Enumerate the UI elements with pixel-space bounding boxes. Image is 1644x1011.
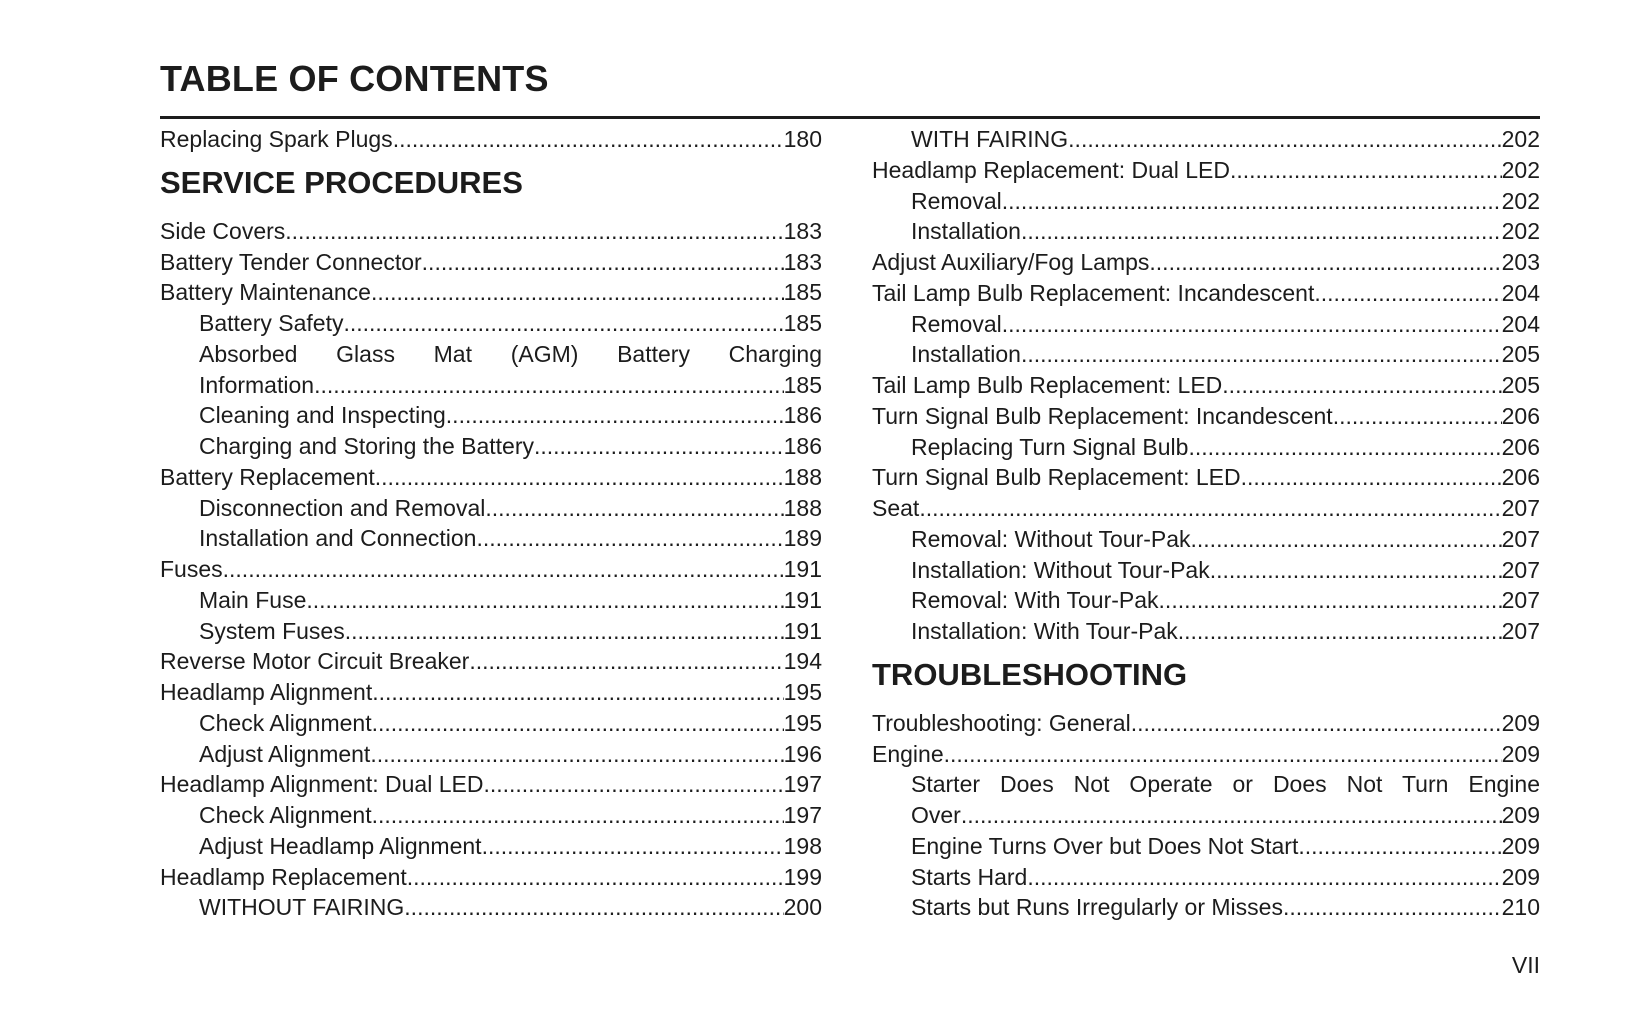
toc-entry-label: System Fuses	[199, 617, 345, 644]
toc-subentry[interactable]	[872, 555, 1540, 586]
toc-entry-page: 191	[783, 556, 822, 582]
toc-subentry[interactable]	[160, 616, 822, 647]
toc-entry-label: Battery Tender Connector	[160, 248, 422, 275]
toc-entry-page: 206	[1501, 433, 1540, 460]
toc-entry[interactable]	[872, 278, 1540, 309]
dot-leader	[404, 892, 783, 923]
toc-entry-page: 202	[1501, 156, 1540, 183]
toc-subentry[interactable]	[872, 831, 1540, 862]
toc-subentry[interactable]	[872, 309, 1540, 340]
dot-leader	[1021, 216, 1502, 247]
toc-entry-label: Check Alignment	[199, 709, 372, 736]
page-title: TABLE OF CONTENTS	[160, 58, 549, 99]
toc-entry[interactable]	[872, 462, 1540, 493]
dot-leader	[343, 308, 783, 339]
page-number: VII	[1511, 952, 1540, 978]
toc-subentry[interactable]	[872, 892, 1540, 923]
toc-entry[interactable]	[160, 462, 822, 493]
toc-entry-page: 199	[783, 863, 822, 890]
dot-leader	[223, 554, 784, 585]
toc-entry-page: 207	[1501, 525, 1540, 552]
dot-leader	[1159, 585, 1502, 616]
toc-entry-page: 198	[783, 832, 822, 859]
toc-entry-page: 204	[1501, 310, 1540, 337]
dot-leader	[372, 708, 784, 739]
dot-leader	[1188, 432, 1501, 463]
toc-entry[interactable]	[872, 247, 1540, 278]
section-heading-troubleshooting: TROUBLESHOOTING	[872, 656, 1188, 692]
dot-leader	[314, 370, 784, 401]
toc-subentry[interactable]	[872, 862, 1540, 893]
toc-entry-label: Tail Lamp Bulb Replacement: Incandescent	[872, 279, 1315, 306]
toc-entry[interactable]	[160, 554, 822, 585]
toc-entry[interactable]	[160, 247, 822, 278]
toc-entry-page: 183	[783, 217, 822, 244]
toc-subentry[interactable]	[160, 831, 822, 862]
dot-leader	[1210, 555, 1502, 586]
toc-entry-page: 183	[783, 248, 822, 275]
section-heading-service-procedures: SERVICE PROCEDURES	[160, 164, 523, 200]
toc-entry-page: 207	[1501, 556, 1540, 583]
toc-entry-page: 191	[783, 617, 822, 644]
toc-subentry[interactable]	[160, 892, 822, 923]
toc-entry-label: Installation: With Tour-Pak	[911, 618, 1178, 644]
toc-entry-label: Turn Signal Bulb Replacement: Incandescent	[872, 402, 1333, 429]
dot-leader	[1002, 309, 1502, 340]
toc-entry-page: 189	[783, 525, 822, 552]
toc-entry-label: Installation and Connection	[199, 525, 477, 552]
toc-subentry[interactable]	[160, 585, 822, 616]
toc-entry-page: 203	[1501, 249, 1540, 275]
toc-entry-label: Installation: Without Tour-Pak	[911, 556, 1210, 583]
dot-leader	[476, 523, 783, 554]
toc-entry-page: 196	[783, 740, 822, 767]
dot-leader	[372, 800, 784, 831]
toc-entry-label: Replacing Spark Plugs	[160, 126, 393, 152]
toc-entry[interactable]	[872, 708, 1540, 739]
dot-leader	[1021, 339, 1502, 370]
toc-column-left	[160, 124, 822, 923]
toc-entry-label: Headlamp Replacement: Dual LED	[872, 156, 1230, 183]
toc-entry-page: 202	[1501, 126, 1540, 152]
toc-entry-label: Fuses	[160, 556, 223, 582]
toc-subentry[interactable]	[872, 800, 1540, 831]
dot-leader	[371, 277, 784, 308]
toc-entry-label: Tail Lamp Bulb Replacement: LED	[872, 372, 1223, 398]
dot-leader	[1002, 186, 1502, 217]
dot-leader	[285, 216, 783, 247]
toc-subentry[interactable]	[872, 432, 1540, 463]
toc-entry-page: 195	[783, 709, 822, 736]
toc-entry-label: Cleaning and Inspecting	[199, 402, 446, 429]
toc-subentry[interactable]	[872, 616, 1540, 647]
toc-entry[interactable]	[160, 769, 822, 800]
toc-entry-label: Headlamp Replacement	[160, 863, 407, 890]
toc-subentry[interactable]	[872, 339, 1540, 370]
toc-entry-label: Charging and Storing the Battery	[199, 433, 534, 459]
toc-entry-page: 209	[1501, 802, 1540, 828]
toc-entry-label: Removal: Without Tour-Pak	[911, 525, 1191, 552]
toc-subentry[interactable]	[872, 124, 1540, 155]
dot-leader	[485, 493, 783, 524]
toc-entry[interactable]	[872, 401, 1540, 432]
toc-subentry[interactable]	[160, 493, 822, 524]
toc-entry-label: Troubleshooting: General	[872, 709, 1131, 736]
toc-entry-page: 205	[1501, 372, 1540, 398]
toc-entry[interactable]	[160, 216, 822, 247]
dot-leader	[1283, 892, 1502, 923]
dot-leader	[407, 862, 784, 893]
toc-entry-label: Installation	[911, 218, 1021, 245]
toc-entry-page: 210	[1501, 894, 1540, 921]
toc-entry-page: 194	[783, 648, 822, 675]
dot-leader	[1230, 155, 1502, 186]
toc-subentry[interactable]	[160, 370, 822, 401]
dot-leader	[1027, 862, 1501, 893]
dot-leader	[1241, 462, 1502, 493]
toc-entry[interactable]	[872, 739, 1540, 770]
toc-subentry[interactable]	[872, 186, 1540, 217]
toc-entry-label: Replacing Turn Signal Bulb	[911, 433, 1189, 460]
toc-entry[interactable]	[160, 646, 822, 677]
toc-subentry[interactable]	[160, 739, 822, 770]
toc-entry-label: Removal: With Tour-Pak	[911, 587, 1159, 614]
toc-entry-page: 197	[783, 771, 822, 798]
toc-entry-page: 206	[1501, 402, 1540, 429]
dot-leader	[1068, 124, 1501, 155]
toc-entry-page: 186	[783, 402, 822, 429]
toc-entry-page: 188	[783, 463, 822, 490]
dot-leader	[919, 493, 1501, 524]
toc-entry-label: Information	[199, 371, 315, 398]
toc-entry-page: 207	[1501, 495, 1540, 521]
toc-entry-page: 204	[1501, 279, 1540, 306]
toc-entry-page: 188	[783, 494, 822, 521]
toc-entry-page: 202	[1501, 187, 1540, 214]
toc-subentry[interactable]	[160, 400, 822, 431]
toc-subentry[interactable]	[872, 524, 1540, 555]
toc-entry-page: 209	[1501, 740, 1540, 767]
dot-leader	[483, 769, 783, 800]
dot-leader	[370, 739, 783, 770]
dot-leader	[1178, 616, 1502, 647]
dot-leader	[1131, 708, 1502, 739]
dot-leader	[1314, 278, 1501, 309]
toc-entry-label: Adjust Auxiliary/Fog Lamps	[872, 249, 1150, 275]
toc-entry-page: 202	[1501, 218, 1540, 245]
toc-entry-page: 185	[783, 310, 822, 336]
toc-entry-label: Over	[911, 802, 961, 828]
dot-leader	[372, 677, 783, 708]
dot-leader	[1222, 370, 1501, 401]
toc-entry-page: 200	[783, 894, 822, 921]
toc-entry-page: 195	[783, 679, 822, 705]
toc-entry-label: Adjust Headlamp Alignment	[199, 832, 482, 859]
toc-entry-page: 186	[783, 433, 822, 459]
dot-leader	[961, 800, 1502, 831]
dot-leader	[393, 124, 784, 155]
toc-entry-label: Battery Maintenance	[160, 279, 371, 306]
toc-entry-label: WITH FAIRING	[911, 126, 1069, 152]
toc-entry-label: Disconnection and Removal	[199, 494, 486, 521]
dot-leader	[469, 646, 783, 677]
toc-entry-page: 191	[783, 586, 822, 613]
toc-entry[interactable]	[160, 124, 822, 155]
toc-entry-label: Battery Safety	[199, 310, 344, 336]
toc-entry[interactable]	[872, 493, 1540, 524]
toc-entry[interactable]	[160, 677, 822, 708]
toc-subentry[interactable]	[160, 308, 822, 339]
toc-entry-label: Turn Signal Bulb Replacement: LED	[872, 464, 1241, 491]
toc-entry-label: Side Covers	[160, 217, 286, 244]
toc-entry-page: 209	[1501, 709, 1540, 736]
toc-entry-label: Check Alignment	[199, 802, 372, 828]
toc-entry-page: 197	[783, 802, 822, 828]
toc-subentry[interactable]	[872, 585, 1540, 616]
toc-entry-label: Engine	[872, 740, 944, 767]
dot-leader	[375, 462, 784, 493]
dot-leader	[345, 616, 784, 647]
toc-subentry-wrapped-line[interactable]: Starter Does Not Operate or Does Not Turn Engine	[911, 771, 1540, 798]
toc-entry-page: 207	[1501, 587, 1540, 614]
toc-entry-label: Adjust Alignment	[199, 740, 371, 767]
toc-entry-label: Battery Replacement	[160, 463, 375, 490]
dot-leader	[534, 431, 784, 462]
toc-entry-label: Removal	[911, 310, 1002, 337]
toc-entry-label: Starts Hard	[911, 863, 1028, 890]
toc-entry-page: 180	[783, 126, 822, 152]
toc-subentry[interactable]	[160, 708, 822, 739]
dot-leader	[306, 585, 783, 616]
dot-leader	[446, 400, 784, 431]
toc-entry-page: 185	[783, 279, 822, 306]
toc-entry[interactable]	[872, 370, 1540, 401]
toc-entry-label: Engine Turns Over but Does Not Start	[911, 832, 1299, 859]
toc-entry-label: WITHOUT FAIRING	[199, 894, 405, 921]
toc-subentry[interactable]	[160, 523, 822, 554]
toc-entry[interactable]	[872, 155, 1540, 186]
dot-leader	[1191, 524, 1502, 555]
toc-entry-page: 209	[1501, 832, 1540, 859]
toc-entry-label: Starts but Runs Irregularly or Misses	[911, 894, 1283, 921]
title-divider	[160, 116, 1540, 119]
toc-entry-page: 207	[1501, 618, 1540, 644]
toc-subentry[interactable]	[160, 800, 822, 831]
dot-leader	[1149, 247, 1501, 278]
dot-leader	[422, 247, 784, 278]
dot-leader	[944, 739, 1502, 770]
toc-entry-label: Installation	[911, 341, 1021, 368]
toc-entry-page: 209	[1501, 863, 1540, 890]
toc-entry-label: Reverse Motor Circuit Breaker	[160, 648, 470, 675]
dot-leader	[482, 831, 784, 862]
toc-entry-label: Seat	[872, 495, 920, 521]
toc-entry[interactable]	[160, 862, 822, 893]
toc-entry-label: Headlamp Alignment: Dual LED	[160, 771, 484, 798]
dot-leader	[1333, 401, 1502, 432]
toc-entry-label: Headlamp Alignment	[160, 679, 373, 705]
dot-leader	[1298, 831, 1501, 862]
toc-entry-page: 205	[1501, 341, 1540, 368]
toc-entry-page: 185	[783, 371, 822, 398]
toc-column-right	[872, 124, 1540, 923]
toc-subentry-wrapped-line[interactable]: Absorbed Glass Mat (AGM) Battery Charging	[199, 340, 822, 367]
toc-subentry[interactable]	[160, 431, 822, 462]
toc-entry-label: Removal	[911, 187, 1002, 214]
toc-subentry[interactable]	[872, 216, 1540, 247]
toc-entry-label: Main Fuse	[199, 586, 307, 613]
toc-entry[interactable]	[160, 277, 822, 308]
toc-entry-page: 206	[1501, 464, 1540, 491]
